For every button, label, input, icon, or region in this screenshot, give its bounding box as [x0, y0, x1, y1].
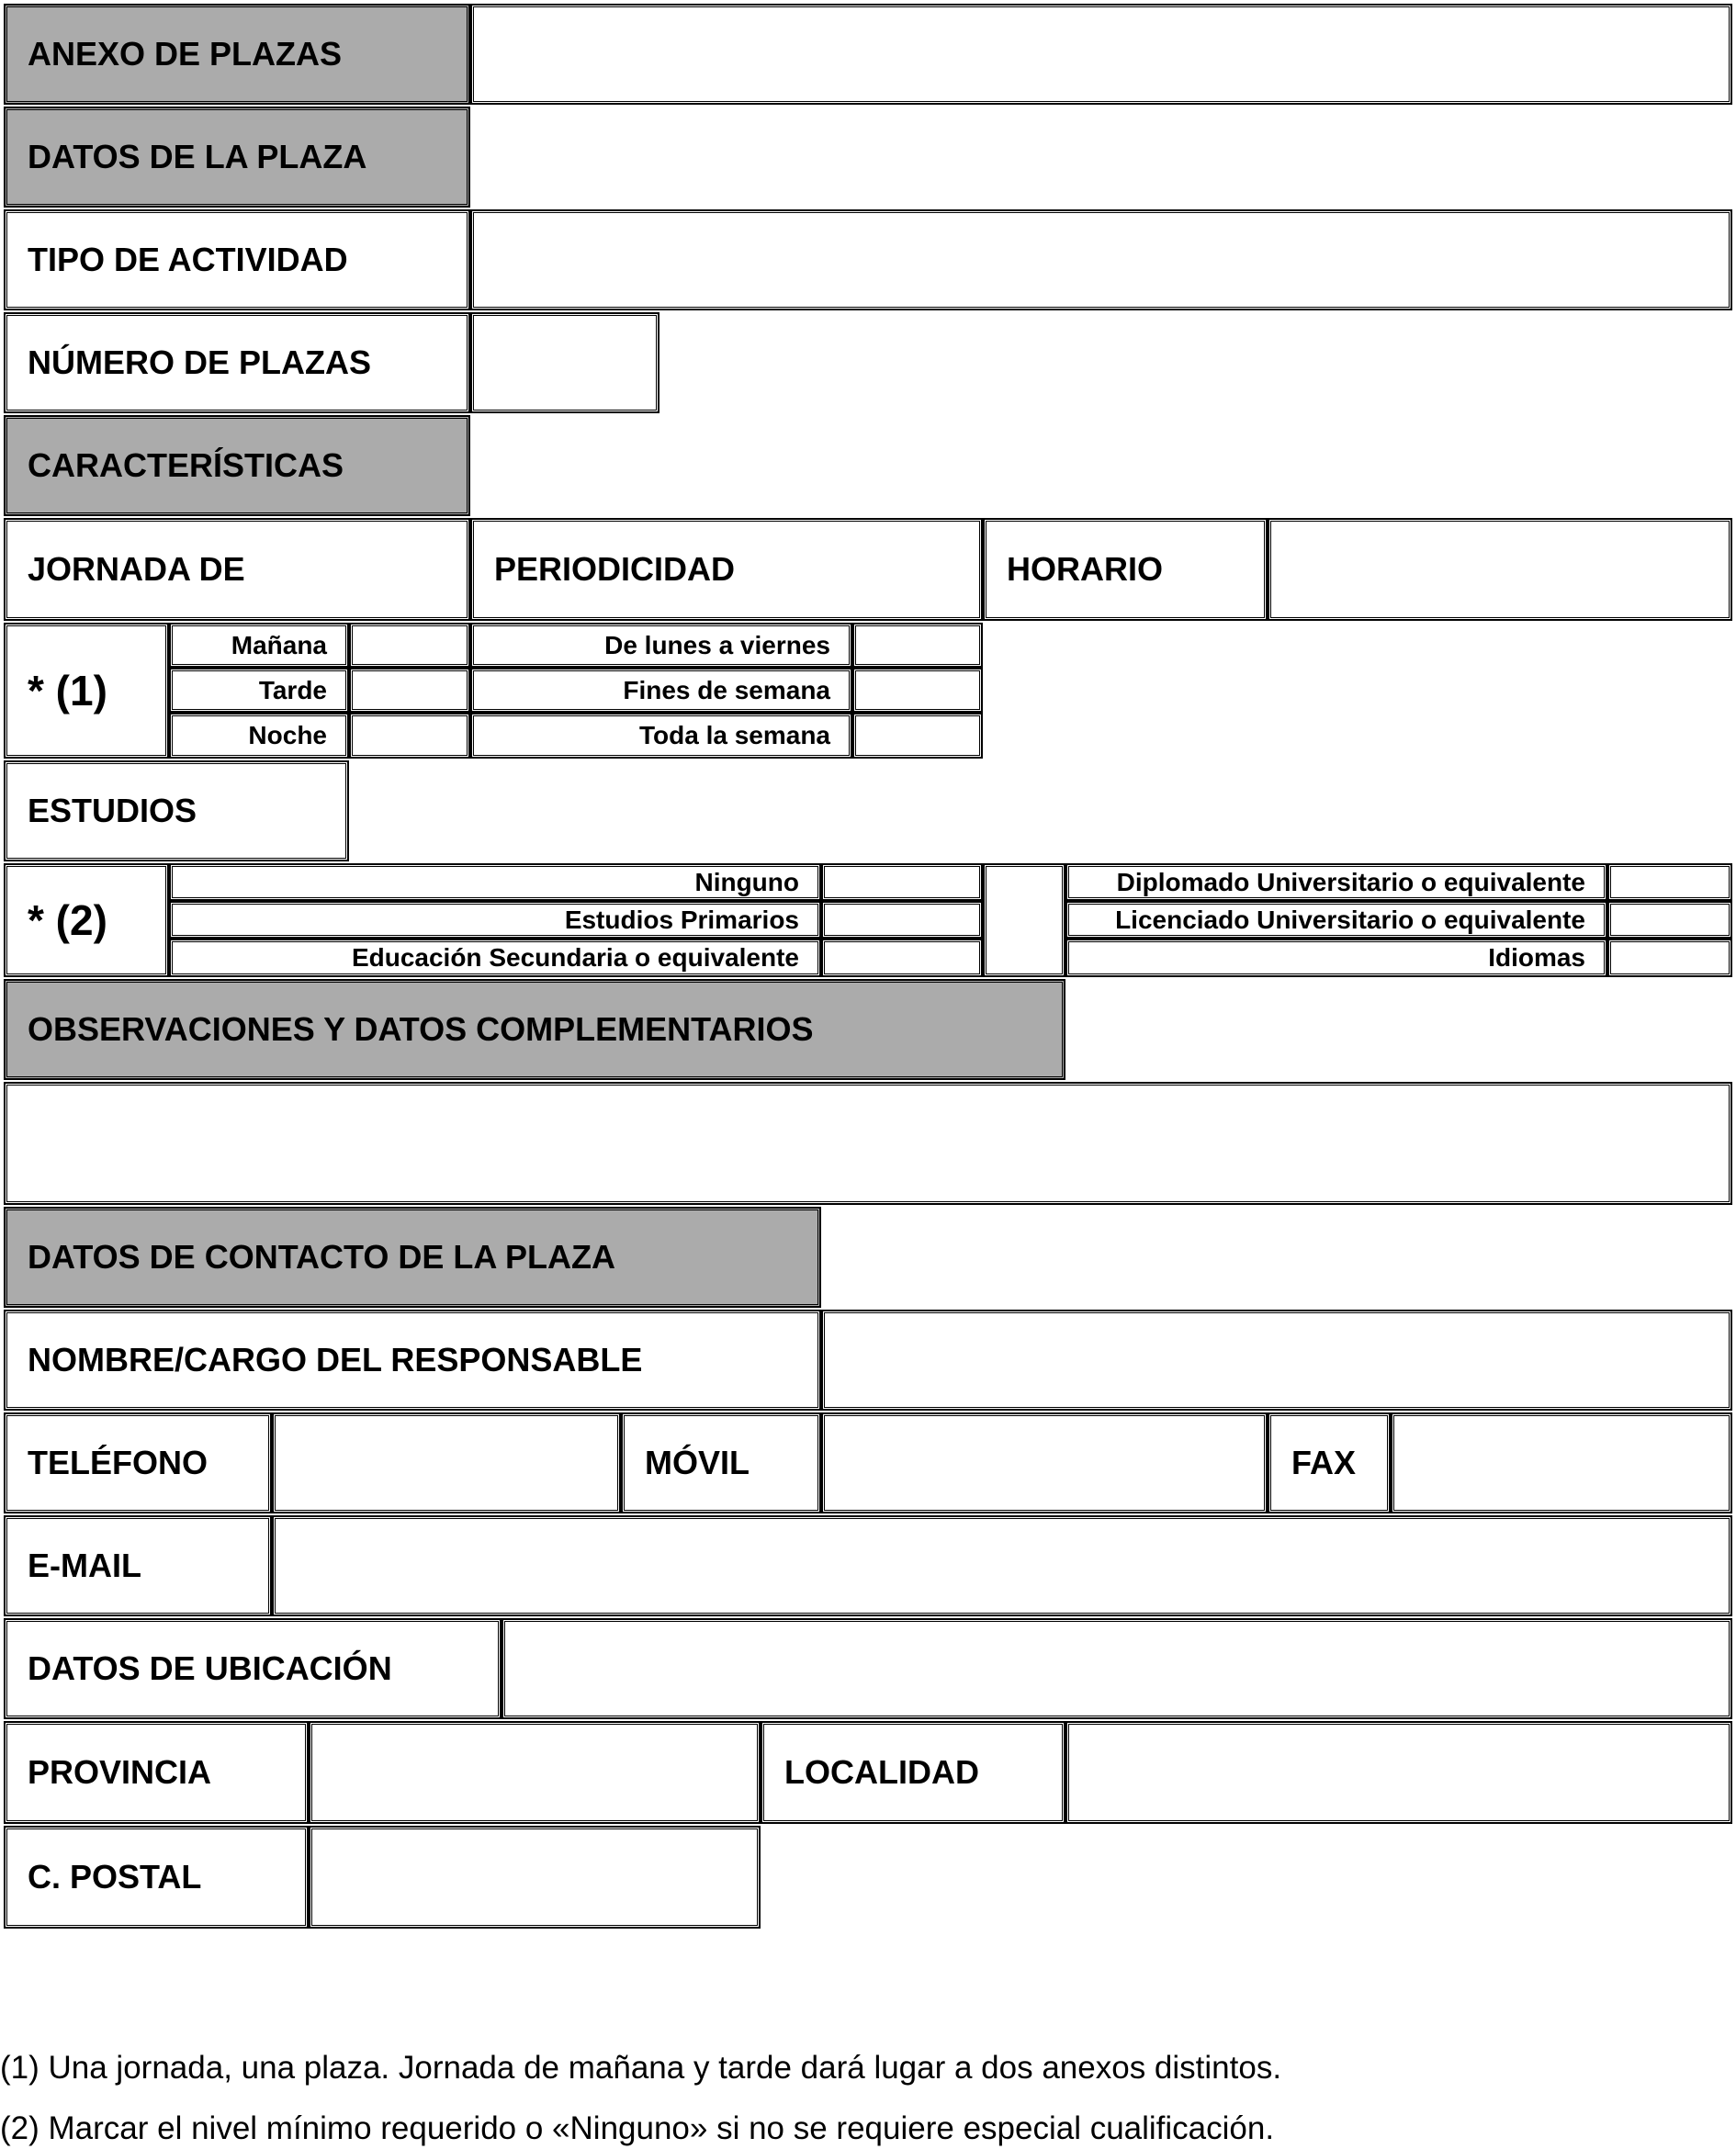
estudios-option-primarios: Estudios Primarios	[169, 901, 821, 939]
telefono-label: TELÉFONO	[4, 1412, 272, 1513]
periodicidad-option-fines-semana: Fines de semana	[470, 668, 852, 713]
estudios-secundaria-checkbox[interactable]	[821, 939, 983, 977]
datos-ubicacion-label: DATOS DE UBICACIÓN	[4, 1618, 502, 1719]
estudios-option-ninguno: Ninguno	[169, 863, 821, 901]
ref2-label: * (2)	[4, 863, 169, 977]
footnote-1: (1) Una jornada, una plaza. Jornada de mañana y tarde dará lugar a dos anexos distintos.	[0, 2050, 1282, 2086]
numero-de-plazas-label: NÚMERO DE PLAZAS	[4, 312, 470, 413]
periodicidad-toda-semana-checkbox[interactable]	[852, 713, 983, 759]
datos-de-la-plaza-label: DATOS DE LA PLAZA	[4, 107, 470, 208]
estudios-primarios-checkbox[interactable]	[821, 901, 983, 939]
c-postal-label: C. POSTAL	[4, 1826, 309, 1929]
estudios-option-diplomado: Diplomado Universitario o equivalente	[1065, 863, 1607, 901]
nombre-cargo-field[interactable]	[821, 1310, 1732, 1411]
periodicidad-label: PERIODICIDAD	[470, 518, 983, 621]
jornada-option-tarde: Tarde	[169, 668, 349, 713]
estudios-diplomado-checkbox[interactable]	[1607, 863, 1732, 901]
observaciones-label: OBSERVACIONES Y DATOS COMPLEMENTARIOS	[4, 979, 1065, 1080]
estudios-ninguno-checkbox[interactable]	[821, 863, 983, 901]
periodicidad-lunes-viernes-checkbox[interactable]	[852, 623, 983, 668]
anexo-de-plazas-label: ANEXO DE PLAZAS	[4, 4, 470, 105]
jornada-de-label: JORNADA DE	[4, 518, 470, 621]
datos-contacto-label: DATOS DE CONTACTO DE LA PLAZA	[4, 1207, 821, 1308]
datos-ubicacion-field[interactable]	[502, 1618, 1732, 1719]
anexo-de-plazas-field[interactable]	[470, 4, 1732, 105]
estudios-option-licenciado: Licenciado Universitario o equivalente	[1065, 901, 1607, 939]
estudios-label: ESTUDIOS	[4, 760, 349, 861]
estudios-option-secundaria: Educación Secundaria o equivalente	[169, 939, 821, 977]
footnote-2: (2) Marcar el nivel mínimo requerido o «Ninguno» si no se requiere especial cualificación.	[0, 2110, 1275, 2146]
caracteristicas-label: CARACTERÍSTICAS	[4, 415, 470, 516]
provincia-label: PROVINCIA	[4, 1721, 309, 1824]
periodicidad-option-toda-semana: Toda la semana	[470, 713, 852, 759]
estudios-idiomas-checkbox[interactable]	[1607, 939, 1732, 977]
email-field[interactable]	[272, 1515, 1732, 1616]
jornada-noche-checkbox[interactable]	[349, 713, 470, 759]
tipo-de-actividad-field[interactable]	[470, 209, 1732, 310]
fax-field[interactable]	[1391, 1412, 1732, 1513]
jornada-manana-checkbox[interactable]	[349, 623, 470, 668]
jornada-option-noche: Noche	[169, 713, 349, 759]
fax-label: FAX	[1268, 1412, 1391, 1513]
jornada-tarde-checkbox[interactable]	[349, 668, 470, 713]
horario-field[interactable]	[1268, 518, 1732, 621]
estudios-option-idiomas: Idiomas	[1065, 939, 1607, 977]
nombre-cargo-label: NOMBRE/CARGO DEL RESPONSABLE	[4, 1310, 821, 1411]
periodicidad-option-lunes-viernes: De lunes a viernes	[470, 623, 852, 668]
email-label: E-MAIL	[4, 1515, 272, 1616]
observaciones-field[interactable]	[4, 1082, 1732, 1205]
c-postal-field[interactable]	[309, 1826, 761, 1929]
movil-field[interactable]	[821, 1412, 1268, 1513]
estudios-licenciado-checkbox[interactable]	[1607, 901, 1732, 939]
localidad-label: LOCALIDAD	[761, 1721, 1065, 1824]
horario-label: HORARIO	[983, 518, 1268, 621]
jornada-option-manana: Mañana	[169, 623, 349, 668]
movil-label: MÓVIL	[621, 1412, 821, 1513]
provincia-field[interactable]	[309, 1721, 761, 1824]
periodicidad-fines-semana-checkbox[interactable]	[852, 668, 983, 713]
tipo-de-actividad-label: TIPO DE ACTIVIDAD	[4, 209, 470, 310]
localidad-field[interactable]	[1065, 1721, 1732, 1824]
ref1-label: * (1)	[4, 623, 169, 759]
telefono-field[interactable]	[272, 1412, 621, 1513]
numero-de-plazas-field[interactable]	[470, 312, 659, 413]
estudios-separator	[983, 863, 1065, 977]
